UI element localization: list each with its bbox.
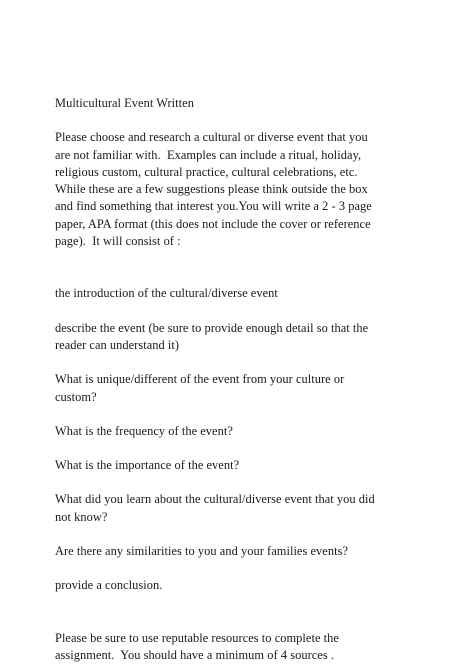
requirement-item: What is unique/different of the event from your culture or custom? — [55, 372, 345, 404]
intro-paragraph: Please choose and research a cultural or diverse event that you are not familiar with. Examples can include a ritual, holiday, religious custom, cultural practice, cultural celebrations, etc. While these are a few suggestions please think outside the box and find something that interest you.You will write a 2 - 3 page paper, APA format (this does not include the cover or reference page). It will consist of : — [55, 130, 372, 249]
closing-paragraph: Please be sure to use reputable resources to complete the assignment. You should have a minimum of 4 sources . — [55, 630, 339, 662]
requirement-item: describe the event (be sure to provide enough detail so that the reader can understand it) — [55, 320, 369, 352]
requirement-item: What is the importance of the event? — [55, 458, 240, 473]
requirement-item: provide a conclusion. — [55, 578, 163, 593]
requirement-item: Are there any similarities to you and your families events? — [55, 544, 349, 559]
requirement-item: What did you learn about the cultural/diverse event that you did not know? — [55, 492, 375, 524]
requirement-item: the introduction of the cultural/diverse event — [55, 286, 278, 301]
document-title: Multicultural Event Written — [55, 96, 194, 110]
requirement-item: What is the frequency of the event? — [55, 423, 233, 438]
document-body — [55, 95, 405, 664]
